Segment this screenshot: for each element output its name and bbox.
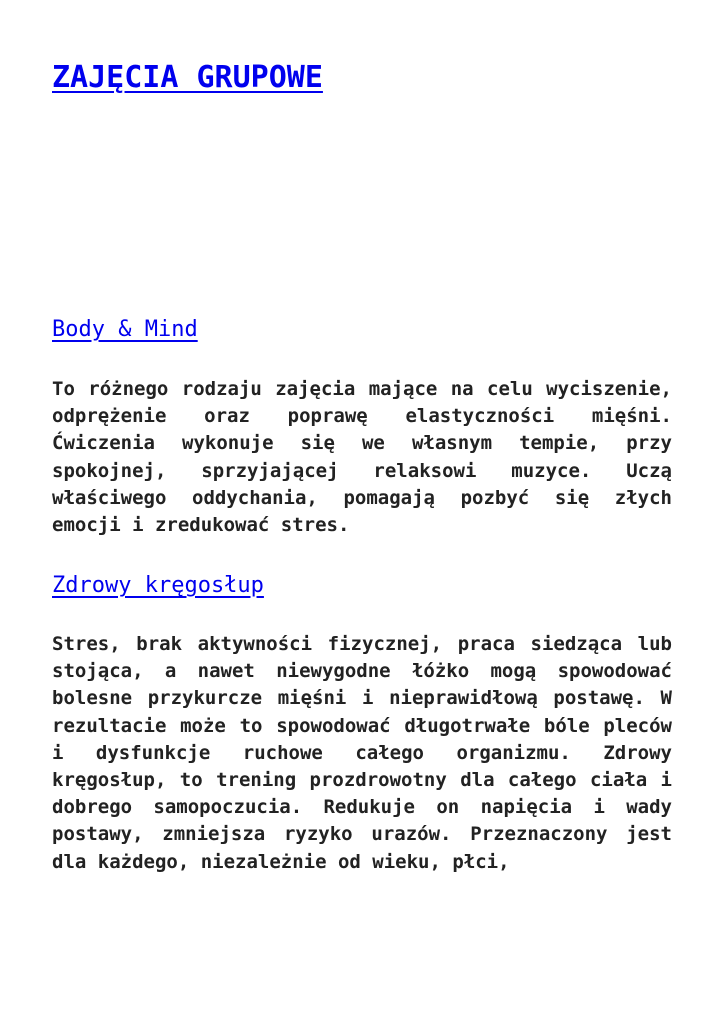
section-heading-body-mind-link[interactable]: Body & Mind	[52, 317, 198, 342]
page-title-link[interactable]: ZAJĘCIA GRUPOWE	[52, 60, 323, 95]
section-paragraph-zdrowy-kregoslup: Stres, brak aktywności fizycznej, praca siedząca lub stojąca, a nawet niewygodne łóżko mogą spowodować bolesne przykurcze mięśni i nieprawidłową postawę. W rezultacie może to spowodować długotrwałe bóle pleców i dysfunkcje ruchowe całego organizmu. Zdrowy kręgosłup, to trening prozdrowotny dla całego ciała i dobrego samopoczucia. Redukuje on napięcia i wady postawy, zmniejsza ryzyko urazów. Przeznaczony jest dla każdego, niezależnie od wieku, płci,	[52, 633, 672, 873]
section-heading-zdrowy-kregoslup-link[interactable]: Zdrowy kręgosłup	[52, 573, 264, 598]
section-paragraph-body-mind: To różnego rodzaju zajęcia mające na celu wyciszenie, odprężenie oraz poprawę elastyczności mięśni. Ćwiczenia wykonuje się we własnym tempie, przy spokojnej, sprzyjającej relaksowi muzyce. Uczą właściwego oddychania, pomagają pozbyć się złych emocji i zredukować stres.	[52, 378, 672, 537]
